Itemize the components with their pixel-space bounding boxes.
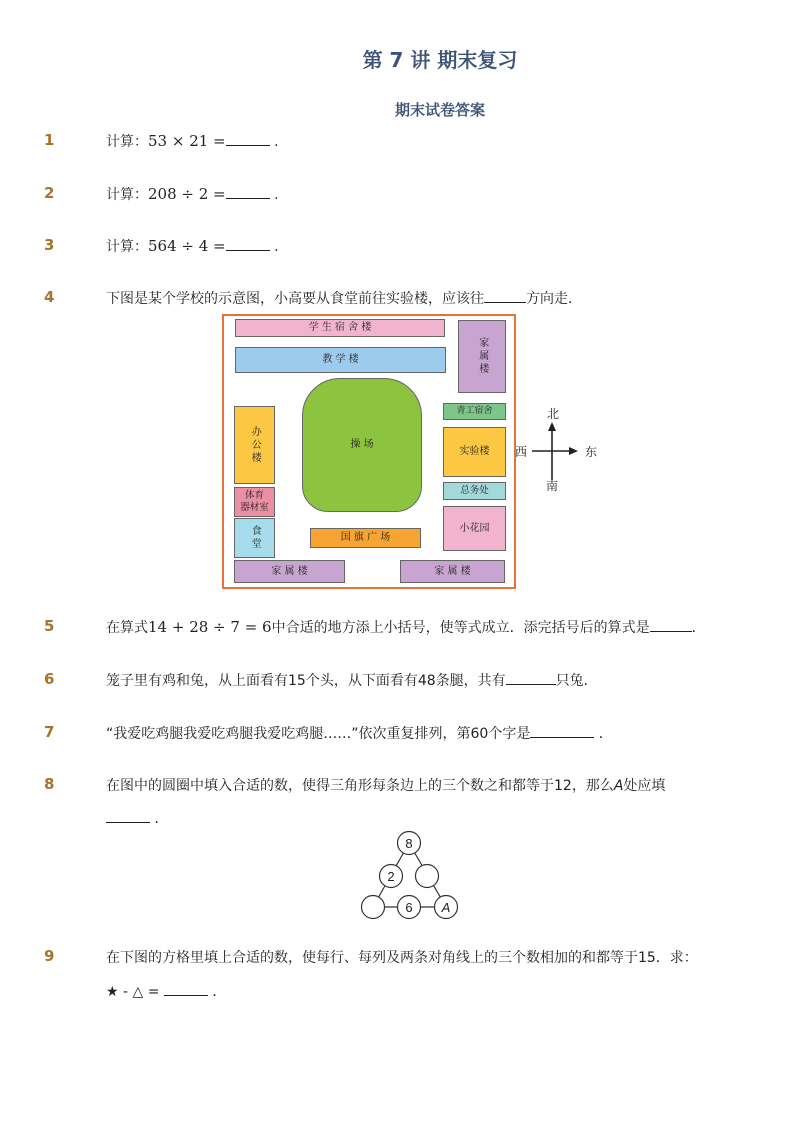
- question-prefix: 计算：: [106, 134, 148, 150]
- question-suffix: ．: [154, 811, 169, 827]
- playground: 操 场: [302, 378, 422, 512]
- question-prefix: 计算：: [106, 239, 148, 255]
- canteen: 食堂: [234, 518, 275, 558]
- question-text: [106, 617, 706, 637]
- question-text-line2: [106, 981, 226, 1001]
- question-text: [106, 947, 698, 967]
- question-number: 5: [44, 617, 55, 635]
- question-suffix: .: [274, 134, 279, 150]
- teaching-building: 教 学 楼: [235, 347, 446, 373]
- question-text: [106, 670, 598, 690]
- question-number: 3: [44, 236, 55, 254]
- answer-blank[interactable]: [106, 808, 150, 823]
- question-suffix: 方向走．: [526, 291, 582, 307]
- question-prefix: 笼子里有鸡和兔，从上面看有15个头，从下面看有48条腿，共有: [106, 673, 506, 689]
- question-number: 7: [44, 723, 55, 741]
- variable-a: A: [613, 778, 624, 794]
- student-dorm-building: 学 生 宿 舍 楼: [235, 319, 445, 337]
- question-number: 8: [44, 775, 55, 793]
- staff-dorm: 青工宿舍: [443, 403, 506, 420]
- answer-blank[interactable]: [530, 723, 594, 738]
- question-suffix: .: [274, 239, 279, 255]
- circle-bottom-left: [362, 896, 385, 919]
- question-suffix: ．: [691, 620, 706, 636]
- question-text: [106, 775, 665, 795]
- question-text-line2: [106, 808, 168, 828]
- sports-room-label-line2: 器材室: [240, 502, 269, 513]
- question-suffix: ．: [598, 726, 613, 742]
- question-number: 9: [44, 947, 55, 965]
- question-prefix: 下图是某个学校的示意图，小高要从食堂前往实验楼，应该往: [106, 291, 484, 307]
- question-prefix: “我爱吃鸡腿我爱吃鸡腿我爱吃鸡腿……”依次重复排列，第60个字是: [106, 726, 531, 742]
- question-middle: 中合适的地方添上小括号，使等式成立．添完括号后的算式是: [271, 620, 650, 636]
- question-prefix: 在下图的方格里填上合适的数，使每行、每列及两条对角线上的三个数相加的和都等于15．求：: [106, 950, 698, 966]
- small-garden: 小花园: [443, 506, 506, 551]
- question-text: [106, 288, 582, 308]
- circle-left-middle-label: 2: [387, 869, 395, 884]
- answer-blank[interactable]: [226, 236, 270, 251]
- question-prefix: 计算：: [106, 187, 148, 203]
- page-title: 第 7 讲 期末复习: [362, 48, 518, 72]
- math-expression: 208 ÷ 2 =: [148, 185, 226, 203]
- math-expression: 14 + 28 ÷ 7 = 6: [148, 618, 272, 636]
- question-suffix: 只兔．: [555, 673, 598, 689]
- triangle-circle-diagram: [356, 828, 464, 924]
- question-number: 6: [44, 670, 55, 688]
- answer-blank[interactable]: [226, 131, 270, 146]
- question-number: 2: [44, 184, 55, 202]
- circle-top-label: 8: [405, 836, 413, 851]
- compass-south: 南: [546, 479, 559, 493]
- general-affairs-office: 总务处: [443, 482, 506, 500]
- family-building-top: 家属楼: [458, 320, 506, 393]
- compass-arrows: [528, 420, 584, 484]
- question-suffix: .: [274, 187, 279, 203]
- question-number: 1: [44, 131, 55, 149]
- sports-equipment-room: [234, 487, 275, 517]
- answer-blank[interactable]: [650, 617, 692, 632]
- question-prefix: 在图中的圆圈中填入合适的数，使得三角形每条边上的三个数之和都等于12，那么: [106, 778, 614, 794]
- question-number: 4: [44, 288, 55, 306]
- math-expression: 564 ÷ 4 =: [148, 237, 226, 255]
- question-text: [106, 184, 279, 204]
- compass-east: 东: [585, 445, 598, 459]
- question-text: [106, 131, 279, 151]
- answer-blank[interactable]: [484, 288, 526, 303]
- question-prefix: 在算式: [106, 620, 148, 636]
- math-expression: 53 × 21 =: [148, 132, 226, 150]
- answer-blank[interactable]: [164, 981, 208, 996]
- family-building-bottom-left: 家 属 楼: [234, 560, 345, 583]
- answer-blank[interactable]: [226, 184, 270, 199]
- compass-north: 北: [547, 407, 560, 421]
- school-map: [222, 314, 516, 589]
- lab-building: 实验楼: [443, 427, 506, 477]
- question-suffix: ．: [212, 984, 227, 1000]
- question-text: [106, 236, 279, 256]
- question-text: [106, 723, 613, 743]
- compass-west: 西: [515, 445, 528, 459]
- sports-room-label-line1: 体育: [244, 490, 264, 502]
- office-building: 办公楼: [234, 406, 275, 484]
- question-middle: 处应填: [623, 778, 666, 794]
- circle-right-middle: [416, 865, 439, 888]
- flag-square: 国 旗 广 场: [310, 528, 421, 548]
- star-triangle-expression: ★ - △ =: [106, 984, 160, 1000]
- page-subtitle: 期末试卷答案: [394, 101, 485, 119]
- family-building-bottom-right: 家 属 楼: [400, 560, 505, 583]
- circle-bottom-middle-label: 6: [405, 900, 413, 915]
- answer-blank[interactable]: [506, 670, 556, 685]
- circle-bottom-right-label: A: [441, 900, 451, 915]
